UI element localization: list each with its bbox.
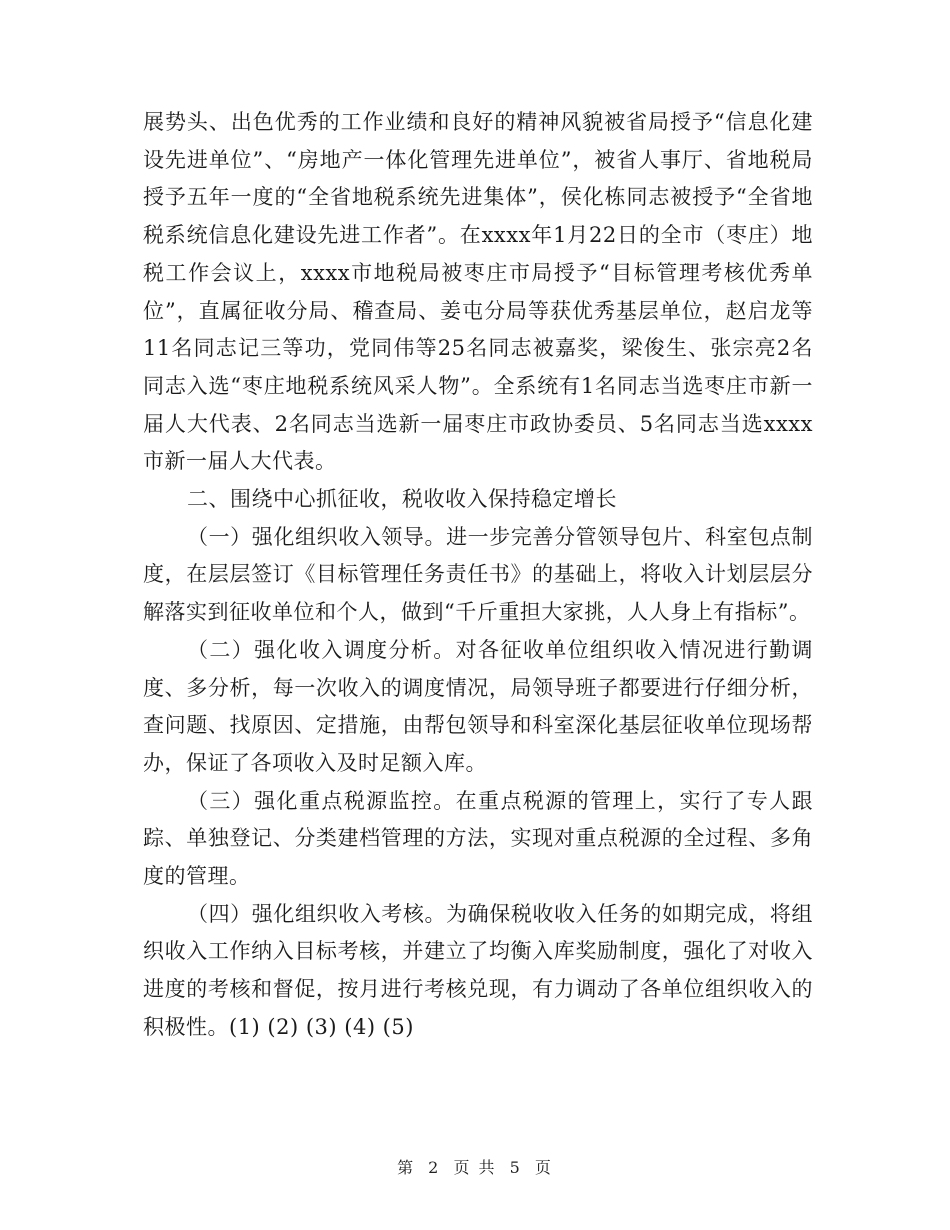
footer-current-page: 2	[428, 1158, 441, 1177]
paragraph-tax-source-monitoring: （三）强化重点税源监控。在重点税源的管理上，实行了专人跟踪、单独登记、分类建档管理的方法，实现对重点税源的全过程、多角度的管理。	[143, 788, 813, 889]
paragraph-honors: 展势头、出色优秀的工作业绩和良好的精神风貌被省局授予“信息化建设先进单位”、“房地产一体化管理先进单位”，被省人事厅、省地税局授予五年一度的“全省地税系统先进集体”，侯化栋同志被授予“全省地税系统信息化建设先进工作者”。在xxxx年1月22日的全市（枣庄）地税工作会议上，xxxx市地税局被枣庄市局授予“目标管理考核优秀单位”，直属征收分局、稽查局、姜屯分局等获优秀基层单位，赵启龙等11名同志记三等功，党同伟等25名同志被嘉奖，梁俊生、张宗亮2名同志入选“枣庄地税系统风采人物”。全系统有1名同志当选枣庄市新一届人大代表、2名同志当选新一届枣庄市政协委员、5名同志当选xxxx市新一届人大代表。	[143, 110, 813, 474]
paragraph-revenue-scheduling: （二）强化收入调度分析。对各征收单位组织收入情况进行勤调度、多分析，每一次收入的调度情况，局领导班子都要进行仔细分析，查问题、找原因、定措施，由帮包领导和科室深化基层征收单位现场帮办，保证了各项收入及时足额入库。	[143, 637, 813, 775]
footer-suffix: 页	[534, 1158, 553, 1177]
section-heading-tax-collection: 二、围绕中心抓征收，税收收入保持稳定增长	[187, 487, 617, 512]
footer-total-pages: 5	[509, 1158, 522, 1177]
footer-prefix: 第	[397, 1158, 416, 1177]
paragraph-revenue-leadership: （一）强化组织收入领导。进一步完善分管领导包片、科室包点制度，在层层签订《目标管理任务责任书》的基础上，将收入计划层层分解落实到征收单位和个人，做到“千斤重担大家挑，人人身上有指标”。	[143, 524, 813, 625]
page-footer	[0, 1155, 950, 1178]
footer-mid: 页 共	[453, 1158, 497, 1177]
document-body	[143, 104, 813, 1047]
paragraph-revenue-assessment: （四）强化组织收入考核。为确保税收收入任务的如期完成，将组织收入工作纳入目标考核，并建立了均衡入库奖励制度，强化了对收入进度的考核和督促，按月进行考核兑现，有力调动了各单位组织收入的积极性。(1) (2) (3) (4) (5)	[143, 901, 813, 1039]
